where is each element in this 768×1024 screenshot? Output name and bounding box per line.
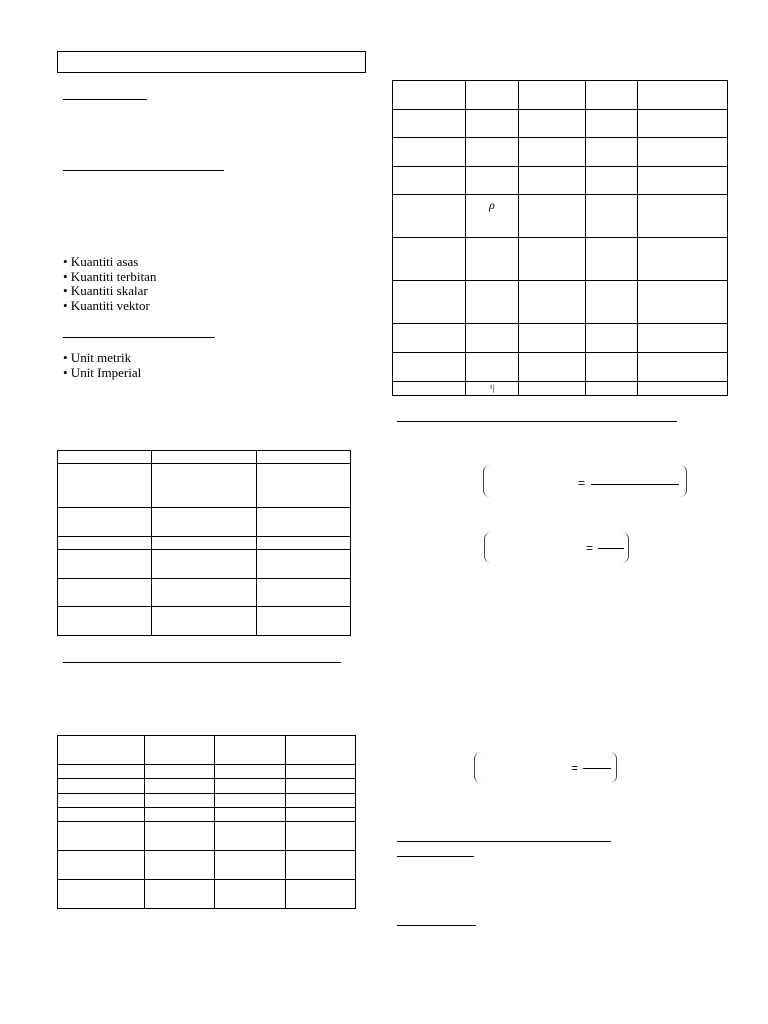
table-cell bbox=[519, 138, 586, 167]
list-item: • Kuantiti skalar bbox=[63, 283, 148, 298]
table-cell bbox=[466, 324, 519, 353]
table-cell bbox=[466, 281, 519, 324]
table-cell bbox=[519, 167, 586, 195]
heading-underline-2 bbox=[63, 170, 224, 171]
table-cell bbox=[466, 167, 519, 195]
left-paren bbox=[484, 532, 491, 563]
table-cell bbox=[393, 324, 466, 353]
table-cell bbox=[286, 851, 356, 880]
table-cell bbox=[393, 138, 466, 167]
left-paren bbox=[483, 465, 490, 497]
heading-underline-6 bbox=[397, 841, 611, 842]
quantity-bullet-list bbox=[63, 255, 156, 313]
table-cell bbox=[58, 607, 152, 636]
equals-sign: = bbox=[586, 541, 594, 555]
table-cell bbox=[286, 794, 356, 808]
table-cell bbox=[58, 537, 152, 550]
table-cell bbox=[586, 353, 638, 382]
table-cell bbox=[58, 851, 145, 880]
table-cell bbox=[152, 579, 257, 607]
table-cell bbox=[466, 382, 519, 396]
table-cell bbox=[215, 822, 286, 851]
table-cell bbox=[586, 382, 638, 396]
table-cell bbox=[215, 808, 286, 822]
rho-symbol: ρ bbox=[489, 198, 495, 212]
units-table bbox=[57, 450, 351, 636]
table-cell bbox=[145, 736, 215, 765]
table-cell bbox=[638, 353, 728, 382]
table-cell bbox=[466, 195, 519, 238]
table-cell bbox=[586, 195, 638, 238]
table-cell bbox=[393, 81, 466, 110]
table-cell bbox=[638, 138, 728, 167]
table-cell bbox=[286, 765, 356, 779]
table-cell bbox=[145, 851, 215, 880]
table-cell bbox=[466, 353, 519, 382]
heading-underline-8 bbox=[397, 925, 476, 926]
table-cell bbox=[638, 110, 728, 138]
table-cell bbox=[586, 167, 638, 195]
table-cell bbox=[58, 579, 152, 607]
right-paren bbox=[622, 532, 629, 563]
title-box bbox=[57, 51, 366, 73]
table-cell bbox=[145, 779, 215, 794]
table-cell bbox=[638, 167, 728, 195]
table-cell bbox=[145, 808, 215, 822]
table-cell bbox=[215, 736, 286, 765]
table-cell bbox=[152, 607, 257, 636]
table-cell bbox=[145, 880, 215, 909]
table-cell bbox=[58, 808, 145, 822]
quantity-symbol-table bbox=[392, 80, 728, 396]
table-cell bbox=[286, 736, 356, 765]
table-cell bbox=[58, 508, 152, 537]
table-cell bbox=[586, 324, 638, 353]
table-cell bbox=[257, 607, 351, 636]
table-cell bbox=[638, 81, 728, 110]
table-cell bbox=[586, 138, 638, 167]
table-cell bbox=[586, 81, 638, 110]
table-cell bbox=[145, 765, 215, 779]
table-cell bbox=[519, 110, 586, 138]
table-cell bbox=[58, 765, 145, 779]
fraction-bar bbox=[591, 484, 679, 485]
table-cell bbox=[466, 81, 519, 110]
table-cell bbox=[586, 110, 638, 138]
table-cell bbox=[215, 851, 286, 880]
table-cell bbox=[466, 238, 519, 281]
table-cell bbox=[519, 324, 586, 353]
table-cell bbox=[257, 464, 351, 508]
heading-underline-3 bbox=[63, 337, 215, 338]
table-cell bbox=[257, 579, 351, 607]
table-cell bbox=[58, 736, 145, 765]
table-cell bbox=[586, 238, 638, 281]
heading-underline-1 bbox=[63, 99, 147, 100]
table-cell bbox=[286, 822, 356, 851]
table-cell bbox=[58, 779, 145, 794]
table-cell bbox=[286, 779, 356, 794]
right-paren bbox=[610, 752, 617, 783]
fraction-bar bbox=[583, 768, 611, 769]
fraction-bar bbox=[598, 548, 624, 549]
table-cell bbox=[58, 794, 145, 808]
table-cell bbox=[466, 138, 519, 167]
table-cell bbox=[215, 880, 286, 909]
table-cell bbox=[215, 794, 286, 808]
table-cell bbox=[519, 238, 586, 281]
table-cell bbox=[393, 382, 466, 396]
list-item: • Kuantiti terbitan bbox=[63, 268, 157, 284]
table-cell bbox=[466, 110, 519, 138]
heading-underline-7 bbox=[397, 856, 474, 857]
list-item: • Kuantiti vektor bbox=[63, 297, 150, 313]
table-cell bbox=[58, 451, 152, 464]
table-cell bbox=[58, 880, 145, 909]
table-cell bbox=[58, 822, 145, 851]
table-cell bbox=[152, 537, 257, 550]
table-cell bbox=[638, 382, 728, 396]
list-item: • Kuantiti asas bbox=[63, 254, 139, 269]
table-cell bbox=[519, 382, 586, 396]
table-cell bbox=[215, 779, 286, 794]
table-cell bbox=[586, 281, 638, 324]
table-cell bbox=[519, 353, 586, 382]
table-cell bbox=[286, 808, 356, 822]
heading-underline-5 bbox=[397, 421, 677, 422]
table-cell bbox=[58, 550, 152, 579]
table-cell bbox=[638, 281, 728, 324]
table-cell bbox=[638, 324, 728, 353]
table-cell bbox=[286, 880, 356, 909]
table-cell bbox=[152, 464, 257, 508]
equals-sign: = bbox=[578, 476, 586, 490]
table-cell bbox=[152, 550, 257, 579]
unit-bullet-list bbox=[63, 351, 141, 380]
table-cell bbox=[393, 167, 466, 195]
table-cell bbox=[152, 508, 257, 537]
list-item: • Unit Imperial bbox=[63, 364, 142, 380]
table-cell bbox=[145, 822, 215, 851]
table-cell bbox=[257, 550, 351, 579]
footnote-mark: ¹| bbox=[489, 383, 495, 393]
table-cell bbox=[393, 353, 466, 382]
table-cell bbox=[638, 238, 728, 281]
table-cell bbox=[257, 451, 351, 464]
right-paren bbox=[680, 465, 687, 497]
table-cell bbox=[215, 765, 286, 779]
table-cell bbox=[519, 81, 586, 110]
table-cell bbox=[393, 281, 466, 324]
left-paren bbox=[474, 752, 481, 783]
table-cell bbox=[519, 195, 586, 238]
table-cell bbox=[257, 537, 351, 550]
equals-sign: = bbox=[571, 761, 579, 775]
list-item: • Unit metrik bbox=[63, 350, 132, 365]
prefix-table bbox=[57, 735, 356, 909]
table-cell bbox=[393, 110, 466, 138]
table-cell bbox=[58, 464, 152, 508]
table-cell bbox=[393, 195, 466, 238]
table-cell bbox=[257, 508, 351, 537]
table-cell bbox=[519, 281, 586, 324]
table-cell bbox=[145, 794, 215, 808]
table-cell bbox=[393, 238, 466, 281]
table-cell bbox=[638, 195, 728, 238]
heading-underline-4 bbox=[63, 662, 341, 663]
table-cell bbox=[152, 451, 257, 464]
